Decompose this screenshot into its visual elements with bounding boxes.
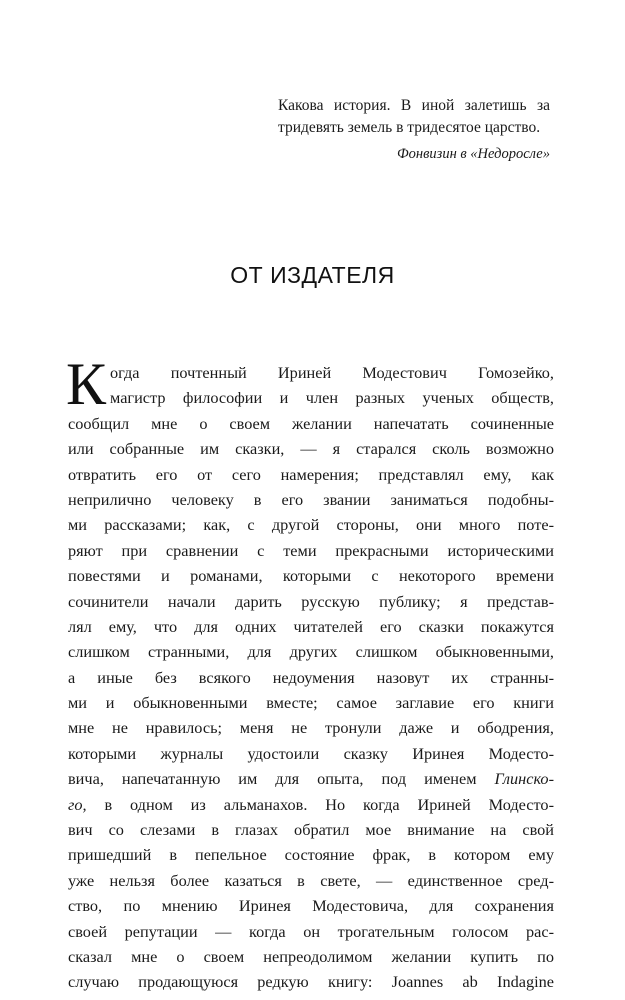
italic-name: го, xyxy=(68,794,87,814)
text-line: лял ему, что для одних читателей его сказки покажутся xyxy=(68,616,554,636)
text-segment: в одном из альманахов. Но когда Ириней Модесто- xyxy=(86,794,554,814)
text-line: ми и обыкновенными вместе; самое заглавие его книги xyxy=(68,693,554,713)
text-segment: вича, напечатанную им для опыта, под именем xyxy=(68,769,495,789)
text-line: мне не нравилось; меня не тронули даже и ободрения, xyxy=(68,718,554,738)
epigraph xyxy=(278,95,550,165)
text-line: вич со слезами в глазах обратил мое внимание на свой xyxy=(68,820,554,840)
text-line: или собранные им сказки, — я старался сколь возможно xyxy=(68,439,554,459)
epigraph-line-1: Какова история. В иной залетишь за xyxy=(278,97,550,114)
epigraph-line-2: тридевять земель в тридесятое царство. xyxy=(278,119,541,136)
text-line: а иные без всякого недоумения назовут их странны- xyxy=(68,667,554,687)
text-line: огда почтенный Ириней Модестович Гомозейко, xyxy=(110,363,554,382)
text-line: слишком странными, для других слишком обыкновенными, xyxy=(68,642,554,662)
chapter-heading: ОТ ИЗДАТЕЛЯ xyxy=(230,262,395,288)
text-line: ство, по мнению Иринея Модестовича, для сохранения xyxy=(68,896,554,916)
text-line: случаю продающуюся редкую книгу: Joannes ab Indagine xyxy=(68,972,554,992)
text-line xyxy=(68,766,554,791)
body-paragraph xyxy=(66,351,554,995)
epigraph-source: Фонвизин в «Недоросле» xyxy=(397,146,550,162)
text-line: отвратить его от сего намерения; представлял ему, как xyxy=(68,464,554,484)
text-line: сообщил мне о своем желании напечатать сочиненные xyxy=(68,413,554,433)
text-line: повестями и романами, которыми с некоторого времени xyxy=(68,566,554,586)
text-line: ми рассказами; как, с другой стороны, они много поте- xyxy=(68,515,554,535)
text-line: сочинители начали дарить русскую публику; я представ- xyxy=(68,591,554,611)
text-line: ряют при сравнении с теми прекрасными историческими xyxy=(68,540,554,560)
italic-name: Глинско- xyxy=(494,769,554,789)
text-line: неприлично человеку в его звании заниматься подобны- xyxy=(68,489,554,509)
text-line: своей репутации — когда он трогательным голосом рас- xyxy=(68,921,554,941)
text-line: пришедший в пепельное состояние фрак, в котором ему xyxy=(68,845,554,865)
text-line: сказал мне о своем непреодолимом желании купить по xyxy=(68,946,554,966)
drop-cap: К xyxy=(66,351,107,417)
text-line: магистр философии и член разных ученых обществ, xyxy=(110,388,554,408)
text-line: уже нельзя более казаться в свете, — единственное сред- xyxy=(68,870,554,890)
text-line: которыми журналы удостоили сказку Иринея Модесто- xyxy=(68,743,554,763)
text-line xyxy=(68,792,554,817)
